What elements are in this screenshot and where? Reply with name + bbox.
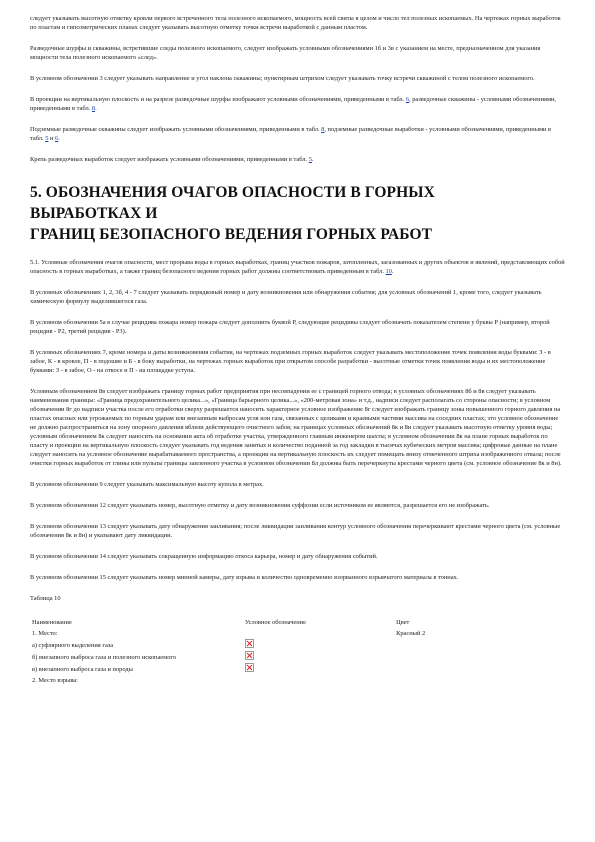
paragraph: 5.1. Условные обозначения очагов опасности, мест прорыва воды в горных выработках, границ участков пожаров, затопленных, загазованных и других объектов и явлений, представляющих собой опасность в горных выработках, а также границ безопасного ведения горных работ должны соответствовать приведенным в табл. 10. <box>30 259 565 275</box>
paragraph: В условном обозначении 12 следует указывать номер, высотную отметку и дату возникновения суффозии если источником ее являются, разрешается его не изображать. <box>30 502 490 509</box>
section-heading: 5. ОБОЗНАЧЕНИЯ ОЧАГОВ ОПАСНОСТИ В ГОРНЫХ ВЫРАБОТКАХ И ГРАНИЦ БЕЗОПАСНОГО ВЕДЕНИЯ ГОРНЫХ РАБОТ <box>30 184 435 243</box>
column-header: Наименование <box>32 619 72 626</box>
paragraph: Крепь разведочных выработок следует изображать условными обозначениями, приведенными в табл. 5. <box>30 156 314 163</box>
row-color <box>394 639 450 651</box>
row-color <box>394 675 450 686</box>
table-row <box>30 651 450 663</box>
broken-image-icon <box>245 651 254 660</box>
row-color: Красный 2 <box>396 630 426 637</box>
row-symbol <box>243 663 394 675</box>
table-link[interactable]: 10 <box>385 268 392 275</box>
paragraph: В условном обозначении 9 следует указывать максимальную высоту купола в метрах. <box>30 481 264 488</box>
row-name: 1. Место: <box>32 630 58 637</box>
paragraph: Условным обозначением 8в следует изображать границу горных работ предприятия при несовпадении ее с границей горного отвода; в условных обозначениях 8б и 8в следует указывать наименования границы: «Граница предохранительного целика...», «Граница барьерного целика...», «200-метровая зона» и т.д., надписи следует располагать со стороны опасности; в условном обозначении 8г до надписи участка после его отработки сверху разрешается наносить характерное условное изображение 8г следует изображать границу зоны повышенного горного давления на пластах опасных или угрожаемых по горным ударам или внезапным выбросам угля или газа, связанных с целиками и краевыми частями массива на соседних пластах; это условное обозначение не должно распространяться на зону опорного давления вблизи действующего очистного забоя; на границах условных обозначений 8к и 8и следует указывать высотную отметку уровня воды; условным обозначением 8к следует наносить на основании акта об отработке участка, утвержденного главным инженером шахты; в условном обозначении 8к на плане горных выработок по пласту и проекции на вертикальную плоскость следует указывать год ведения занятых и количество поданной за год закладки в тысячах кубических метров массива; цифровые данные на плане следует наносить на условное обозначение вырабатываемого пространства, а проекции на вертикальную плоскость их следует помещать внизу отмеченного штриха изображенного отвала; после очистки горных выработок от глины или пульпы границы заиленного участка в условном обозначении 8л должны быть перечеркнуты крестами черного цвета (см. условное обозначение 8к и 8н). <box>30 388 562 467</box>
table-link[interactable]: 6 <box>55 135 59 142</box>
column-header: Условное обозначение <box>244 619 306 626</box>
table-row <box>30 663 450 675</box>
table-link[interactable]: 5 <box>308 156 312 163</box>
row-symbol <box>243 651 394 663</box>
table-row <box>30 639 450 651</box>
row-name: 2. Место взрыва: <box>32 677 78 684</box>
table-link[interactable]: 5 <box>45 135 49 142</box>
row-color <box>394 651 450 663</box>
paragraph: следует указывать высотную отметку кровли первого встреченного тела полезного ископаемого, мощность всей свиты в целом и число тел полезных ископаемых. На чертежах горных выработок по пластам и гипсометрических планах следует указывать высотную отметку точки встречи выработкой с данным пластом. <box>30 15 561 31</box>
row-name: в) внезапного выброса газа и породы <box>32 665 133 673</box>
broken-image-icon <box>245 639 254 648</box>
paragraph: В условном обозначении 5а в случае рецидива пожара номер пожара следует дополнить буквой Р, следующие рецидивы следует обозначать показателем степени у буквы Р (например, второй рецидив - Р2, третий рецидив - Р3). <box>30 319 550 335</box>
paragraph: В условных обозначениях 7, кроме номера и даты возникновения события, на чертежах подземных горных выработок следует указывать местоположение точек появления воды буквами: З - в забое, К - в кровле, П - в подошве и Б - в боку выработки, на чертежах горных выработок при открытом способе разработки - высотные отметки точек появления воды и их местоположение буквами: З - в забое, О - на откосе и П - на площадке уступа. <box>30 349 551 374</box>
row-name: а) суфлярного выделения газа <box>32 641 114 649</box>
row-symbol <box>243 675 394 686</box>
table-link[interactable]: 8 <box>91 105 96 112</box>
paragraph: В условном обозначении 14 следует указывать сокращенную информацию откоса карьера, номер и дату обнаружения событий. <box>30 553 378 560</box>
paragraph: Разведочные шурфы и скважины, встретившие следы полезного ископаемого, следует изображать условными обозначениями 1б и 3в с указанием на месте, предназначенном для указания мощности тела полезного ископаемого «след». <box>30 45 541 61</box>
broken-image-icon <box>245 663 254 672</box>
table-link[interactable]: 8 <box>321 126 325 133</box>
table-row <box>30 628 450 639</box>
row-name: б) внезапного выброса газа и полезного ископаемого <box>32 653 177 661</box>
paragraph: В условном обозначении 15 следует указывать номер минной камеры, дату взрыва и количество одновременно взорванного взрывчатого материала в тоннах. <box>30 574 459 581</box>
paragraph: В условном обозначении 3 следует указывать направление и угол наклона скважины; пунктирным штрихом следует указывать точку встречи скважиной с телом полезного ископаемого. <box>30 75 535 82</box>
row-symbol <box>243 639 394 651</box>
column-header: Цвет <box>396 619 410 626</box>
paragraph: В условном обозначении 13 следует указывать дату обнаружения заиливания; после ликвидации заиливания контур условного обозначения перечеркивают крестами черного цвета (см. условные обозначения 8к и 8н) и указывают дату ликвидации. <box>30 523 561 539</box>
row-color <box>394 663 450 675</box>
table-link[interactable]: 6 <box>405 96 410 103</box>
row-symbol <box>243 628 394 639</box>
table-row <box>30 675 450 686</box>
paragraph: В проекции на вертикальную плоскость и на разрезе разведочные шурфы изображают условными обозначениями, приведенными в табл. 6, разведочные скважины - условными обозначениями, приведенными в табл. 8. <box>30 96 557 112</box>
legend-table <box>30 617 450 686</box>
paragraph: Подземные разведочные скважины следует изображать условными обозначениями, приведенными в табл. 8, подземные разведочные выработки - условными обозначениями, приведенными в табл. 5 и 6. <box>30 126 552 142</box>
table-header-row <box>30 617 450 628</box>
table-caption: Таблица 10 <box>30 595 61 602</box>
paragraph: В условных обозначениях 1, 2, 3б, 4 - 7 следует указывать порядковый номер и дату возникновения или обнаружения события; для условных обозначений 1, кроме того, следует указывать химическую формулу выделившегося газа. <box>30 289 542 305</box>
